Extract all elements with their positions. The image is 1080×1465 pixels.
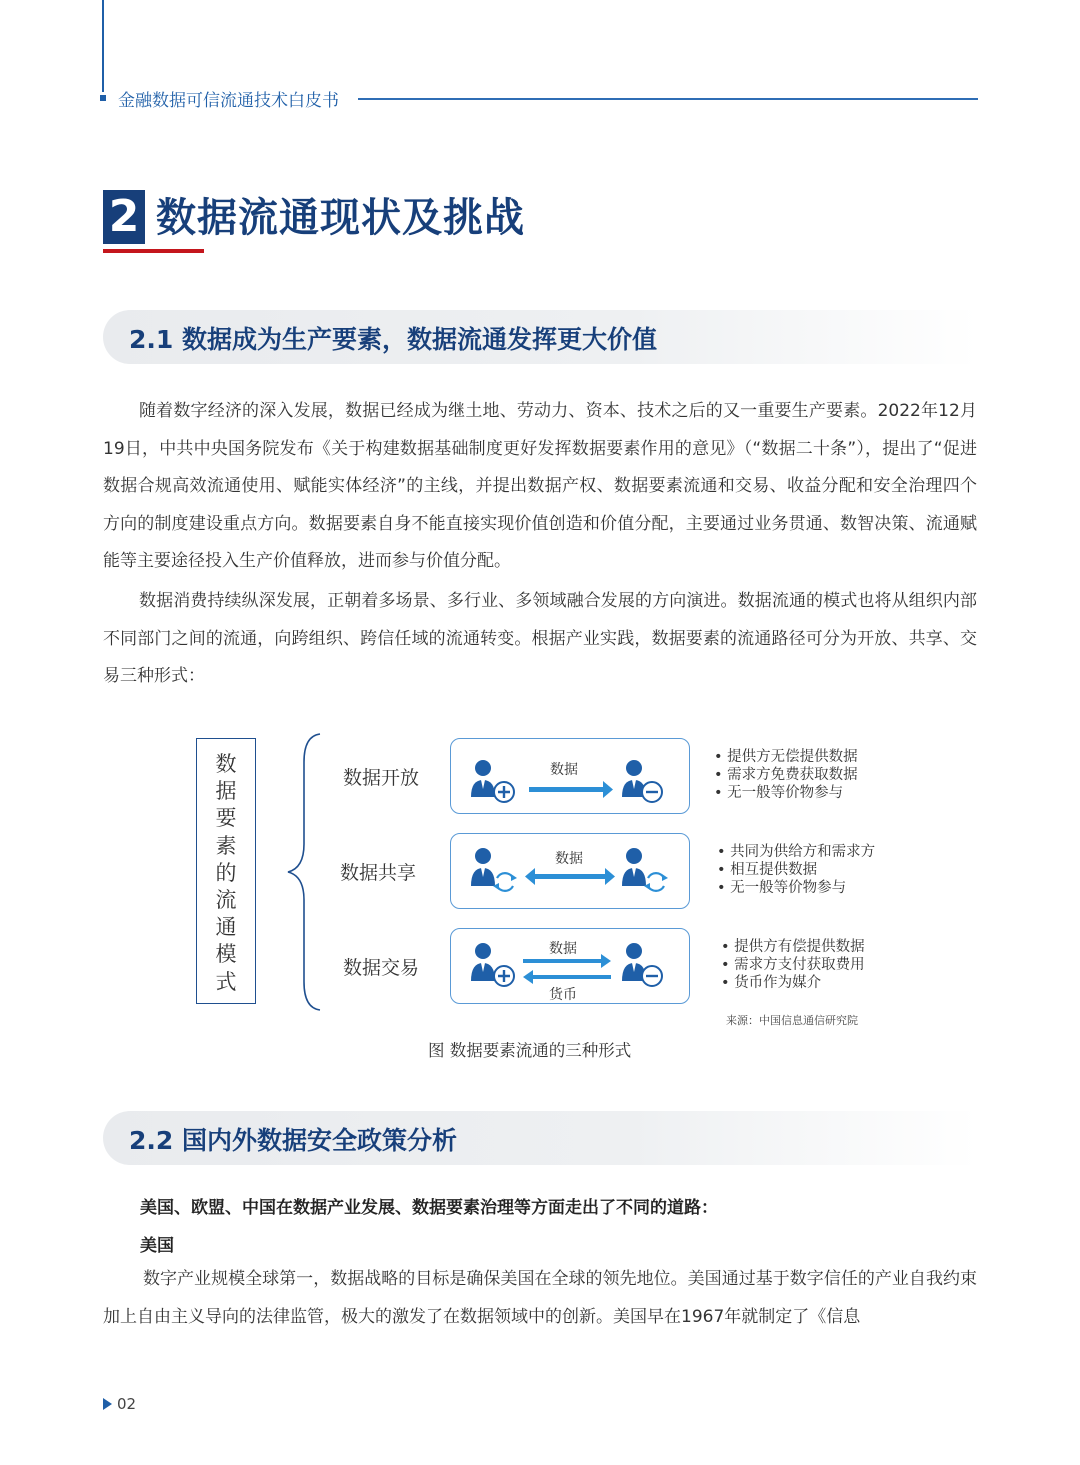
- user-plus-icon: [471, 760, 514, 802]
- vertical-char: 模: [215, 942, 237, 967]
- subheading-usa: 美国: [140, 1236, 174, 1256]
- arrow-label: 数据: [549, 941, 577, 957]
- bullet-item: • 需求方支付获取费用: [721, 956, 865, 974]
- vertical-char: 据: [215, 779, 237, 804]
- flow-box-trade: [450, 928, 690, 1004]
- user-exchange-icon: [622, 848, 668, 891]
- chapter-title: 数据流通现状及挑战: [156, 195, 525, 241]
- bullet-item: • 无一般等价物参与: [714, 784, 858, 802]
- paragraph: 数字产业规模全球第一，数据战略的目标是确保美国在全球的领先地位。美国通过基于数字信任的产业自我约束加上自由主义导向的法律监管，极大的激发了在数据领域中的创新。美国早在1967年就制定了《信息: [103, 1269, 977, 1327]
- curly-brace-icon: [284, 732, 324, 1012]
- double-arrow-icon: [525, 868, 615, 885]
- flow-box-open: [450, 738, 690, 814]
- vertical-char: 式: [215, 969, 237, 994]
- bullet-item: • 相互提供数据: [717, 861, 875, 879]
- bullet-item: • 需求方免费获取数据: [714, 766, 858, 784]
- chapter-underline: [103, 249, 204, 253]
- bullet-item: • 货币作为媒介: [721, 974, 865, 992]
- bullet-item: • 共同为供给方和需求方: [717, 843, 875, 861]
- bullet-list-trade: [721, 938, 865, 992]
- flow-box-share: [450, 833, 690, 909]
- chapter-number: 2: [103, 190, 145, 244]
- vertical-char: 数: [215, 752, 237, 776]
- paragraph: 数据消费持续纵深发展，正朝着多场景、多行业、多领域融合发展的方向演进。数据流通的模式也将从组织内部不同部门之间的流通，向跨组织、跨信任域的流通转变。根据产业实践，数据要素的流通路径可分为开放、共享、交易三种形式：: [103, 591, 977, 686]
- header-doc-title: 金融数据可信流通技术白皮书: [118, 91, 339, 111]
- user-minus-icon: [622, 943, 662, 986]
- bullet-item: • 无一般等价物参与: [717, 879, 875, 897]
- section-heading-2-1: [103, 310, 978, 364]
- mode-label-open: 数据开放: [343, 767, 420, 789]
- section-heading-text: 2.1 数据成为生产要素，数据流通发挥更大价值: [129, 325, 657, 354]
- arrow-label: 数据: [550, 762, 578, 778]
- page-number: [103, 1395, 136, 1413]
- figure-caption: 图 数据要素流通的三种形式: [428, 1041, 632, 1060]
- vertical-char: 流: [215, 888, 237, 913]
- header-rule: [358, 98, 978, 100]
- vertical-char: 素: [215, 833, 237, 858]
- arrow-label: 数据: [555, 851, 583, 867]
- section-heading-text: 2.2 国内外数据安全政策分析: [129, 1126, 457, 1155]
- diagram-vertical-label: [196, 738, 256, 1004]
- arrow-return-label: 货币: [549, 987, 577, 1003]
- user-exchange-icon: [471, 848, 517, 891]
- header-bullet: [100, 95, 106, 101]
- bullet-item: • 提供方无偿提供数据: [714, 748, 858, 766]
- user-minus-icon: [622, 760, 662, 802]
- trade-arrows-icon: [523, 954, 611, 984]
- user-plus-icon: [471, 943, 514, 986]
- page-marker-icon: [103, 1398, 112, 1410]
- section-lead: 美国、欧盟、中国在数据产业发展、数据要素治理等方面走出了不同的道路：: [140, 1198, 718, 1218]
- vertical-char: 通: [215, 915, 237, 940]
- bullet-list-open: [714, 748, 858, 802]
- header-vertical-rule: [102, 0, 104, 92]
- paragraph: 随着数字经济的深入发展，数据已经成为继土地、劳动力、资本、技术之后的又一重要生产要素。2022年12月19日，中共中央国务院发布《关于构建数据基础制度更好发挥数据要素作用的意见》（“数据二十条”），提出了“促进数据合规高效流通使用、赋能实体经济”的主线，并提出数据产权、数据要素流通和交易、收益分配和安全治理四个方向的制度建设重点方向。数据要素自身不能直接实现价值创造和价值分配，主要通过业务贯通、数智决策、流通赋能等主要途径投入生产价值释放，进而参与价值分配。: [103, 401, 977, 571]
- bullet-item: • 提供方有偿提供数据: [721, 938, 865, 956]
- diagram-source: 来源：中国信息通信研究院: [726, 1014, 858, 1027]
- page-number-text: 02: [117, 1395, 137, 1413]
- mode-label-share: 数据共享: [340, 862, 417, 884]
- right-arrow-icon: [529, 781, 613, 798]
- vertical-char: 的: [215, 860, 237, 885]
- bullet-list-share: [717, 843, 875, 897]
- mode-label-trade: 数据交易: [343, 957, 420, 979]
- vertical-char: 要: [215, 806, 237, 831]
- section-heading-2-2: [103, 1111, 978, 1165]
